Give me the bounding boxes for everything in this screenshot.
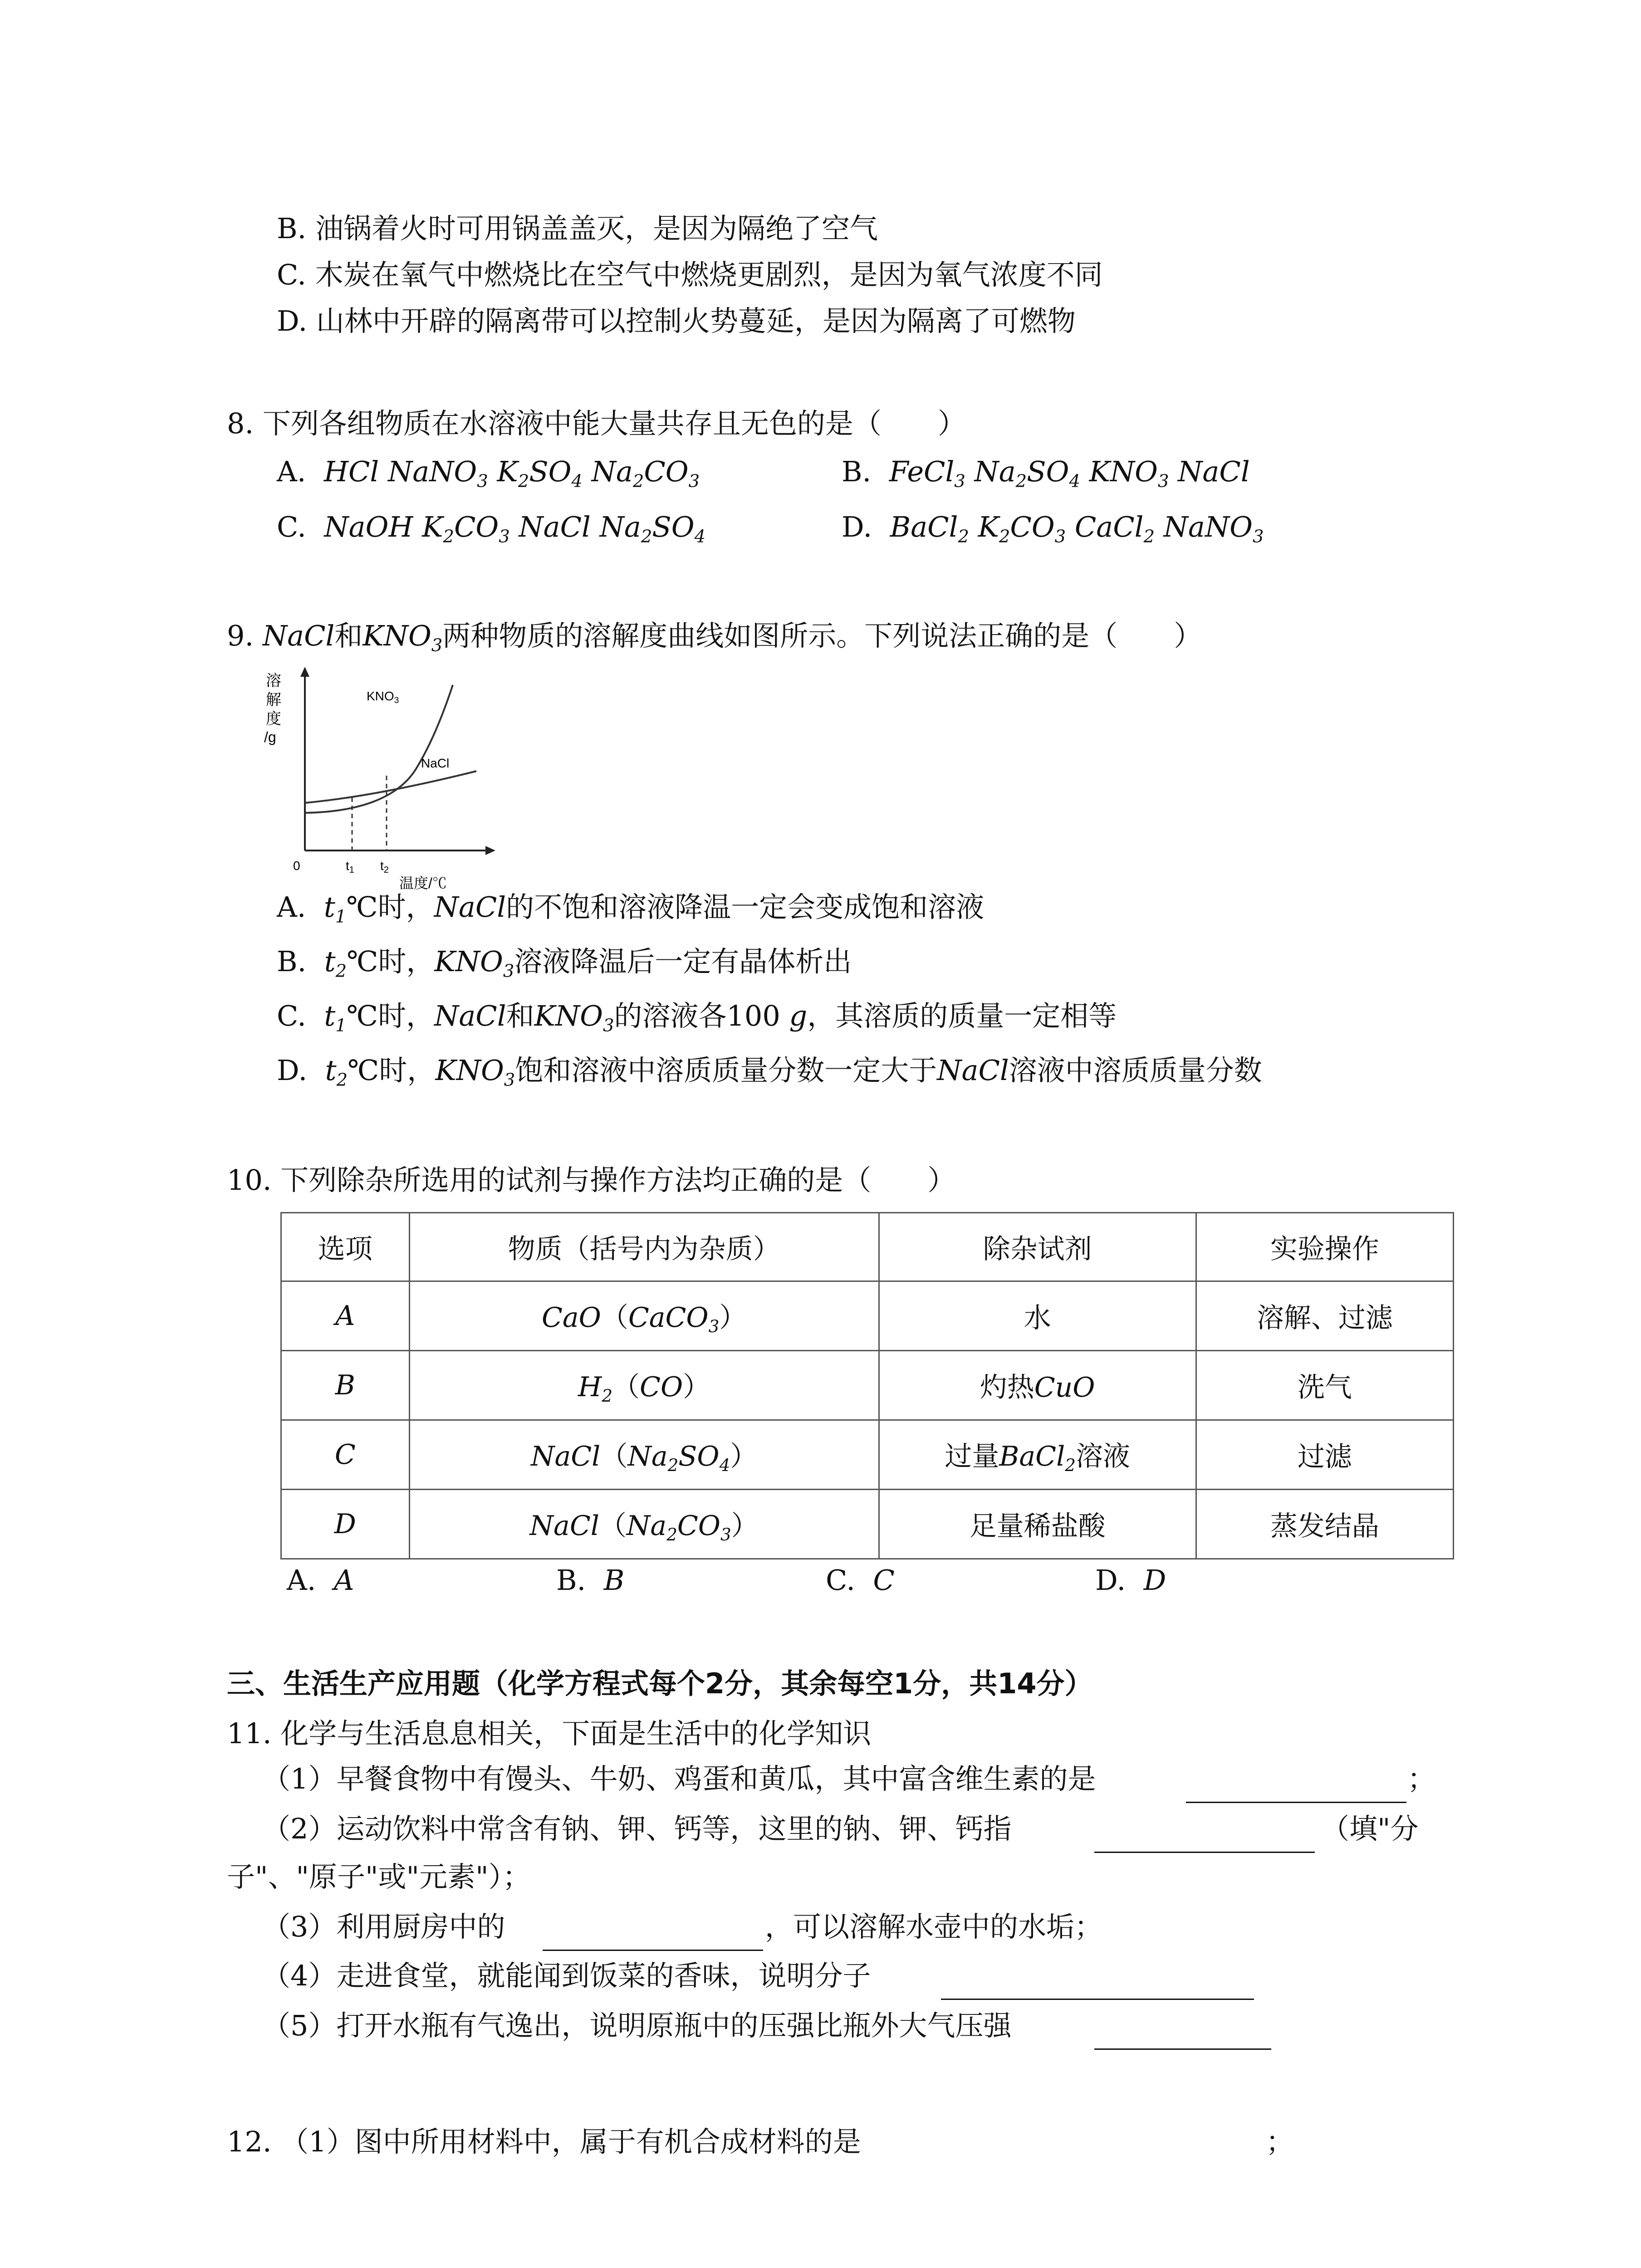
stem-text: 两种物质的溶解度曲线如图所示。下列说法正确的是（ ） <box>442 619 1202 652</box>
kno3-curve-label: $KNO_3$ <box>367 689 399 705</box>
q11-part-3: （3）利用厨房中的 <box>262 1910 505 1943</box>
table-cell-option: C <box>281 1420 410 1490</box>
q9-option-d <box>277 1051 1262 1099</box>
impurity-removal-table <box>280 1212 1454 1559</box>
option-value: C <box>873 1564 895 1597</box>
formula: NaCl <box>434 890 506 924</box>
table-cell-substance: $NaCl(Na_2CO_3)$ <box>409 1490 879 1559</box>
q10-answer-c <box>826 1561 895 1599</box>
t1-tick-label: $t_1$ <box>346 859 354 875</box>
section-3-title: 三、生活生产应用题（化学方程式每个2分，其余每空1分，共14分） <box>227 1667 1093 1700</box>
table-header-cell: 实验操作 <box>1196 1213 1453 1281</box>
formula: $KNO_3$ <box>362 619 443 656</box>
x-axis-arrow <box>485 846 495 855</box>
formula: NaCl <box>262 619 335 652</box>
option-label: C. <box>277 999 306 1032</box>
q12-part-1: 12. （1）图中所用材料中，属于有机合成材料的是 <box>227 2125 861 2158</box>
text: 过量 <box>945 1440 999 1472</box>
option-label: B. <box>277 945 307 978</box>
text: ℃时， <box>348 1054 436 1087</box>
quantity: 100 g <box>726 999 808 1032</box>
y-axis-label-char: /g <box>264 729 276 745</box>
text: 灼热 <box>980 1372 1034 1403</box>
q9-option-c <box>277 997 1117 1045</box>
formula: $t_2$ <box>325 1054 348 1090</box>
origin-label: 0 <box>293 859 300 873</box>
option-label: A. <box>277 890 306 924</box>
q9-stem <box>227 617 1202 665</box>
nacl-curve <box>305 771 476 803</box>
q11-blank-5[interactable] <box>1094 2048 1271 2050</box>
table-cell-option: D <box>281 1490 410 1559</box>
formula: $t_2$ <box>324 945 347 982</box>
nacl-curve-label: NaCl <box>421 756 450 770</box>
q11-stem: 11. 化学与生活息息相关，下面是生活中的化学知识 <box>227 1717 872 1750</box>
table-cell-operation: 洗气 <box>1196 1351 1453 1420</box>
text: 溶液中溶质质量分数 <box>1009 1054 1262 1087</box>
table-cell-option: A <box>281 1281 410 1351</box>
q8-option-d <box>842 508 1264 556</box>
x-axis-label: 温度/℃ <box>399 875 447 891</box>
option-label: D. <box>277 1054 308 1087</box>
q7-option-b: B. 油锅着火时可用锅盖盖灭，是因为隔绝了空气 <box>277 212 878 245</box>
q8-option-b <box>842 453 1250 500</box>
formula: $KNO_3$ <box>434 945 514 982</box>
option-value: D <box>1143 1564 1166 1597</box>
text: 和 <box>506 999 534 1032</box>
table-cell-substance: CaO（CaCO$_3$） <box>409 1281 879 1351</box>
table-cell-operation: 过滤 <box>1196 1420 1453 1490</box>
text: 溶液降温后一定有晶体析出 <box>514 945 852 978</box>
y-axis-label-char: 解 <box>266 691 281 709</box>
formula: $t_1$ <box>323 890 347 927</box>
text: ，其溶质的质量一定相等 <box>807 999 1117 1032</box>
table-header-row <box>281 1213 1454 1281</box>
table-cell-reagent: 足量稀盐酸 <box>879 1490 1196 1559</box>
q11-part-3-end: ，可以溶解水壶中的水垢； <box>765 1910 1103 1943</box>
option-label: A. <box>287 1564 316 1597</box>
q7-option-c: C. 木炭在氧气中燃烧比在空气中燃烧更剧烈，是因为氧气浓度不同 <box>277 258 1103 291</box>
q9-option-a <box>277 888 984 936</box>
q11-part-2-cont: 子"、"原子"或"元素"）； <box>227 1860 531 1893</box>
text: ℃时， <box>346 999 435 1032</box>
formula: $KNO_3$ <box>534 999 614 1036</box>
q11-blank-2[interactable] <box>1094 1852 1315 1853</box>
text: 的溶液各 <box>614 999 727 1032</box>
option-value: B <box>603 1564 625 1597</box>
q11-part-2: （2）运动饮料中常含有钠、钾、钙等，这里的钠、钾、钙指 <box>262 1812 1012 1845</box>
formula: FeCl$_3$ $Na_2SO_4$ $KNO_3$ NaCl <box>889 455 1250 492</box>
option-label: B. <box>842 455 872 488</box>
table-row <box>281 1420 1454 1490</box>
text: ℃时， <box>346 890 434 924</box>
q11-blank-1[interactable] <box>1186 1802 1406 1803</box>
option-value: A <box>333 1564 354 1597</box>
q11-blank-4[interactable] <box>941 1999 1254 2000</box>
table-row <box>281 1490 1454 1559</box>
q11-part-4: （4）走进食堂，就能闻到饭菜的香味，说明分子 <box>262 1959 871 1992</box>
formula: NaCl <box>434 999 506 1032</box>
y-axis-label-char: 度 <box>266 710 281 728</box>
q8-stem: 8. 下列各组物质在水溶液中能大量共存且无色的是（ ） <box>227 407 966 440</box>
q11-part-2-end: （填"分 <box>1321 1812 1419 1845</box>
text: 溶液 <box>1075 1440 1130 1472</box>
q10-answer-b <box>556 1561 624 1599</box>
q8-option-a <box>277 453 700 500</box>
q11-part-1-end: ； <box>1407 1762 1436 1795</box>
q12-blank-1[interactable] <box>912 2165 1266 2166</box>
table-cell-reagent: 灼热CuO <box>879 1351 1196 1420</box>
formula: HCl NaNO$_3$ $K_2SO_4$ $Na_2CO_3$ <box>323 455 700 492</box>
option-label: D. <box>842 510 872 543</box>
t2-tick-label: $t_2$ <box>380 859 389 875</box>
table-header-cell: 选项 <box>281 1213 410 1281</box>
q7-option-d: D. 山林中开辟的隔离带可以控制火势蔓延，是因为隔离了可燃物 <box>277 304 1076 337</box>
option-label: C. <box>277 510 306 543</box>
option-label: A. <box>277 455 306 488</box>
text: 的不饱和溶液降温一定会变成饱和溶液 <box>506 890 985 924</box>
q12-part-1-end: ； <box>1266 2125 1294 2158</box>
kno3-curve <box>305 685 453 813</box>
conjunction: 和 <box>334 619 363 652</box>
formula: NaOH $K_2CO_3$ NaCl $Na_2SO_4$ <box>324 510 706 547</box>
q9-option-b <box>277 943 852 990</box>
option-label: B. <box>556 1564 586 1597</box>
question-number: 9. <box>227 619 254 652</box>
option-label: C. <box>826 1564 855 1597</box>
table-header-cell: 除杂试剂 <box>879 1213 1196 1281</box>
formula: $KNO_3$ <box>435 1054 515 1090</box>
q11-blank-3[interactable] <box>543 1950 763 1951</box>
text: ℃时， <box>347 945 435 978</box>
table-cell-substance: $NaCl(Na_2SO_4)$ <box>409 1420 879 1490</box>
formula: $t_1$ <box>324 999 347 1036</box>
option-label: D. <box>1095 1564 1126 1597</box>
q8-option-c <box>277 508 705 556</box>
solubility-curve-figure <box>263 667 499 894</box>
formula: NaCl <box>937 1054 1009 1087</box>
table-header-cell: 物质（括号内为杂质） <box>409 1213 879 1281</box>
table-row <box>281 1351 1454 1420</box>
table-cell-reagent: 过量BaCl$_2$溶液 <box>879 1420 1196 1490</box>
table-row <box>281 1281 1454 1351</box>
q10-stem: 10. 下列除杂所选用的试剂与操作方法均正确的是（ ） <box>227 1163 956 1197</box>
formula: BaCl$_2$ $K_2CO_3$ CaCl$_2$ NaNO$_3$ <box>890 510 1264 547</box>
y-axis-label-char: 溶 <box>266 672 281 689</box>
table-cell-substance: $H_2(CO)$ <box>409 1351 879 1420</box>
q11-part-5: （5）打开水瓶有气逸出，说明原瓶中的压强比瓶外大气压强 <box>262 2009 1012 2042</box>
table-cell-operation: 蒸发结晶 <box>1196 1490 1453 1559</box>
table-cell-reagent: 水 <box>879 1281 1196 1351</box>
q10-answer-a <box>287 1561 354 1599</box>
table-cell-operation: 溶解、过滤 <box>1196 1281 1453 1351</box>
q10-answer-d <box>1095 1561 1166 1599</box>
table-cell-option: B <box>281 1351 410 1420</box>
y-axis-arrow <box>300 667 309 677</box>
q11-part-1: （1）早餐食物中有馒头、牛奶、鸡蛋和黄瓜，其中富含维生素的是 <box>262 1762 1096 1795</box>
text: 饱和溶液中溶质质量分数一定大于 <box>515 1054 937 1087</box>
